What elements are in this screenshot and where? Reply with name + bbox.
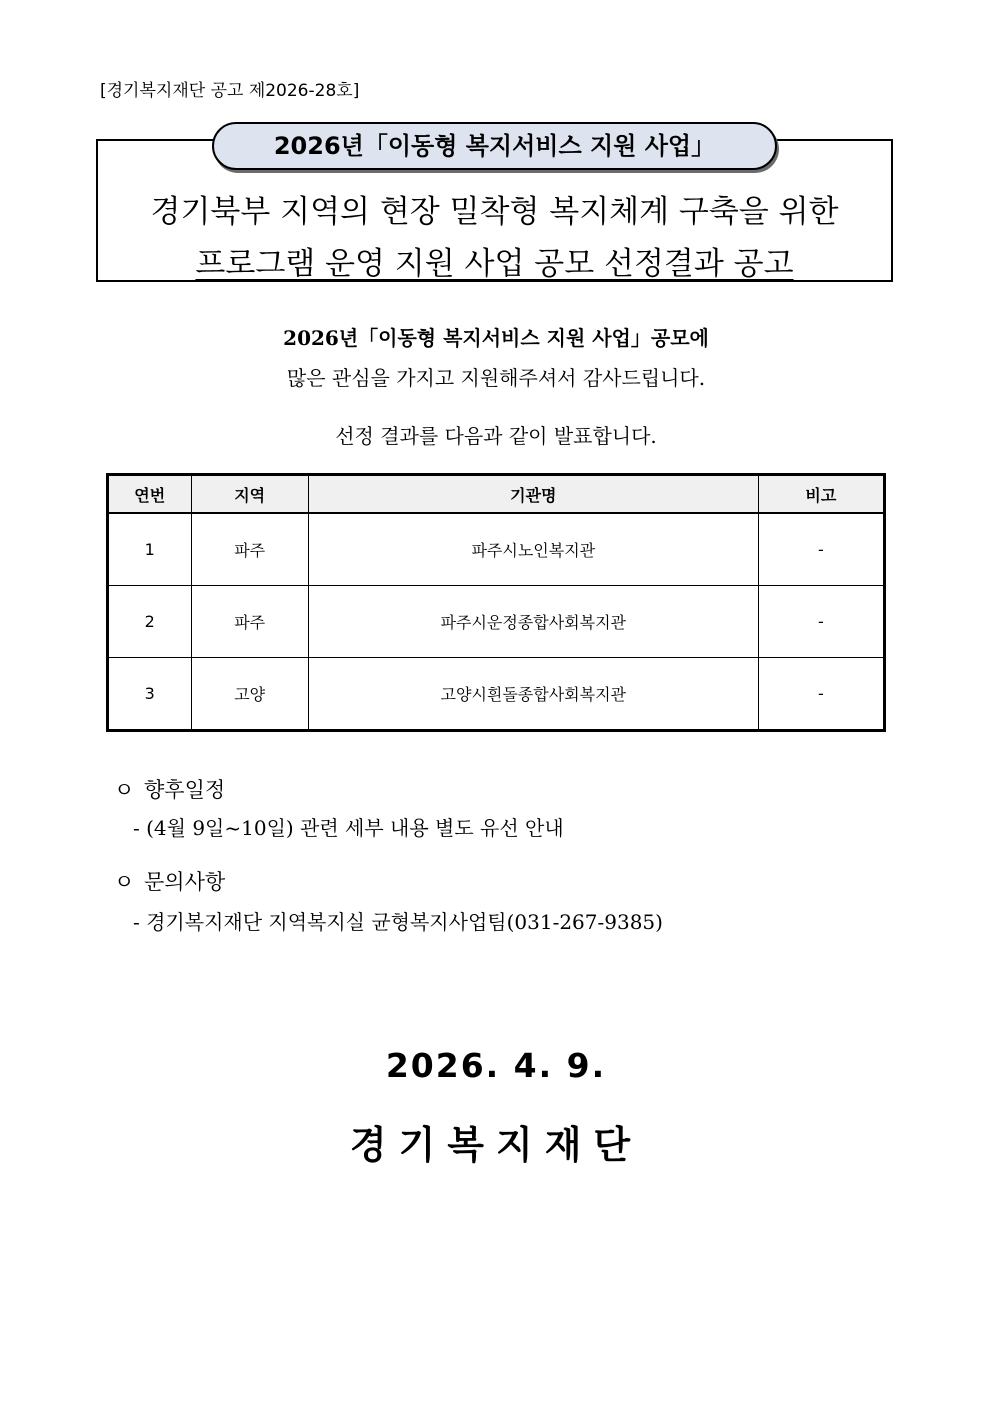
header-institution: 기관명 [308, 475, 758, 514]
intro-line-3: 선정 결과를 다음과 같이 발표합니다. [335, 424, 657, 448]
title-line-2 [96, 238, 893, 283]
cell-note: - [758, 658, 884, 731]
cell-no: 2 [108, 586, 192, 658]
cell-institution: 파주시노인복지관 [308, 513, 758, 586]
header-note: 비고 [758, 475, 884, 514]
inquiry-bullet: ㅇ [114, 870, 135, 894]
table-row [108, 658, 885, 731]
cell-no: 1 [108, 513, 192, 586]
schedule-heading-text: 향후일정 [144, 778, 226, 802]
selection-result-table [106, 473, 886, 732]
title-line-2-text: 프로그램 운영 지원 사업 공모 선정결과 공고 [195, 246, 794, 282]
announcement-date: 2026. 4. 9. [385, 1046, 607, 1085]
header-region: 지역 [191, 475, 308, 514]
table-header-row [108, 475, 885, 514]
organization-name: 경기복지재단 [349, 1123, 643, 1167]
notice-number: [경기복지재단 공고 제2026-28호] [100, 81, 360, 101]
inquiry-heading [114, 866, 225, 896]
cell-note: - [758, 513, 884, 586]
cell-note: - [758, 586, 884, 658]
cell-institution: 파주시운정종합사회복지관 [308, 586, 758, 658]
intro-line-1: 2026년「이동형 복지서비스 지원 사업」공모에 [283, 326, 709, 350]
schedule-heading [114, 774, 225, 804]
intro-line-2: 많은 관심을 가지고 지원해주셔서 감사드립니다. [286, 366, 706, 390]
header-no: 연번 [108, 475, 192, 514]
schedule-bullet: ㅇ [114, 778, 135, 802]
inquiry-heading-text: 문의사항 [144, 870, 226, 894]
cell-no: 3 [108, 658, 192, 731]
title-badge: 2026년「이동형 복지서비스 지원 사업」 [212, 122, 777, 170]
cell-region: 고양 [191, 658, 308, 731]
schedule-detail: - (4월 9일~10일) 관련 세부 내용 별도 유선 안내 [133, 816, 564, 840]
table-row [108, 586, 885, 658]
cell-institution: 고양시흰돌종합사회복지관 [308, 658, 758, 731]
cell-region: 파주 [191, 586, 308, 658]
inquiry-detail: - 경기복지재단 지역복지실 균형복지사업팀(031-267-9385) [133, 910, 663, 934]
cell-region: 파주 [191, 513, 308, 586]
table-row [108, 513, 885, 586]
title-line-1: 경기북부 지역의 현장 밀착형 복지체계 구축을 위한 [150, 194, 839, 230]
